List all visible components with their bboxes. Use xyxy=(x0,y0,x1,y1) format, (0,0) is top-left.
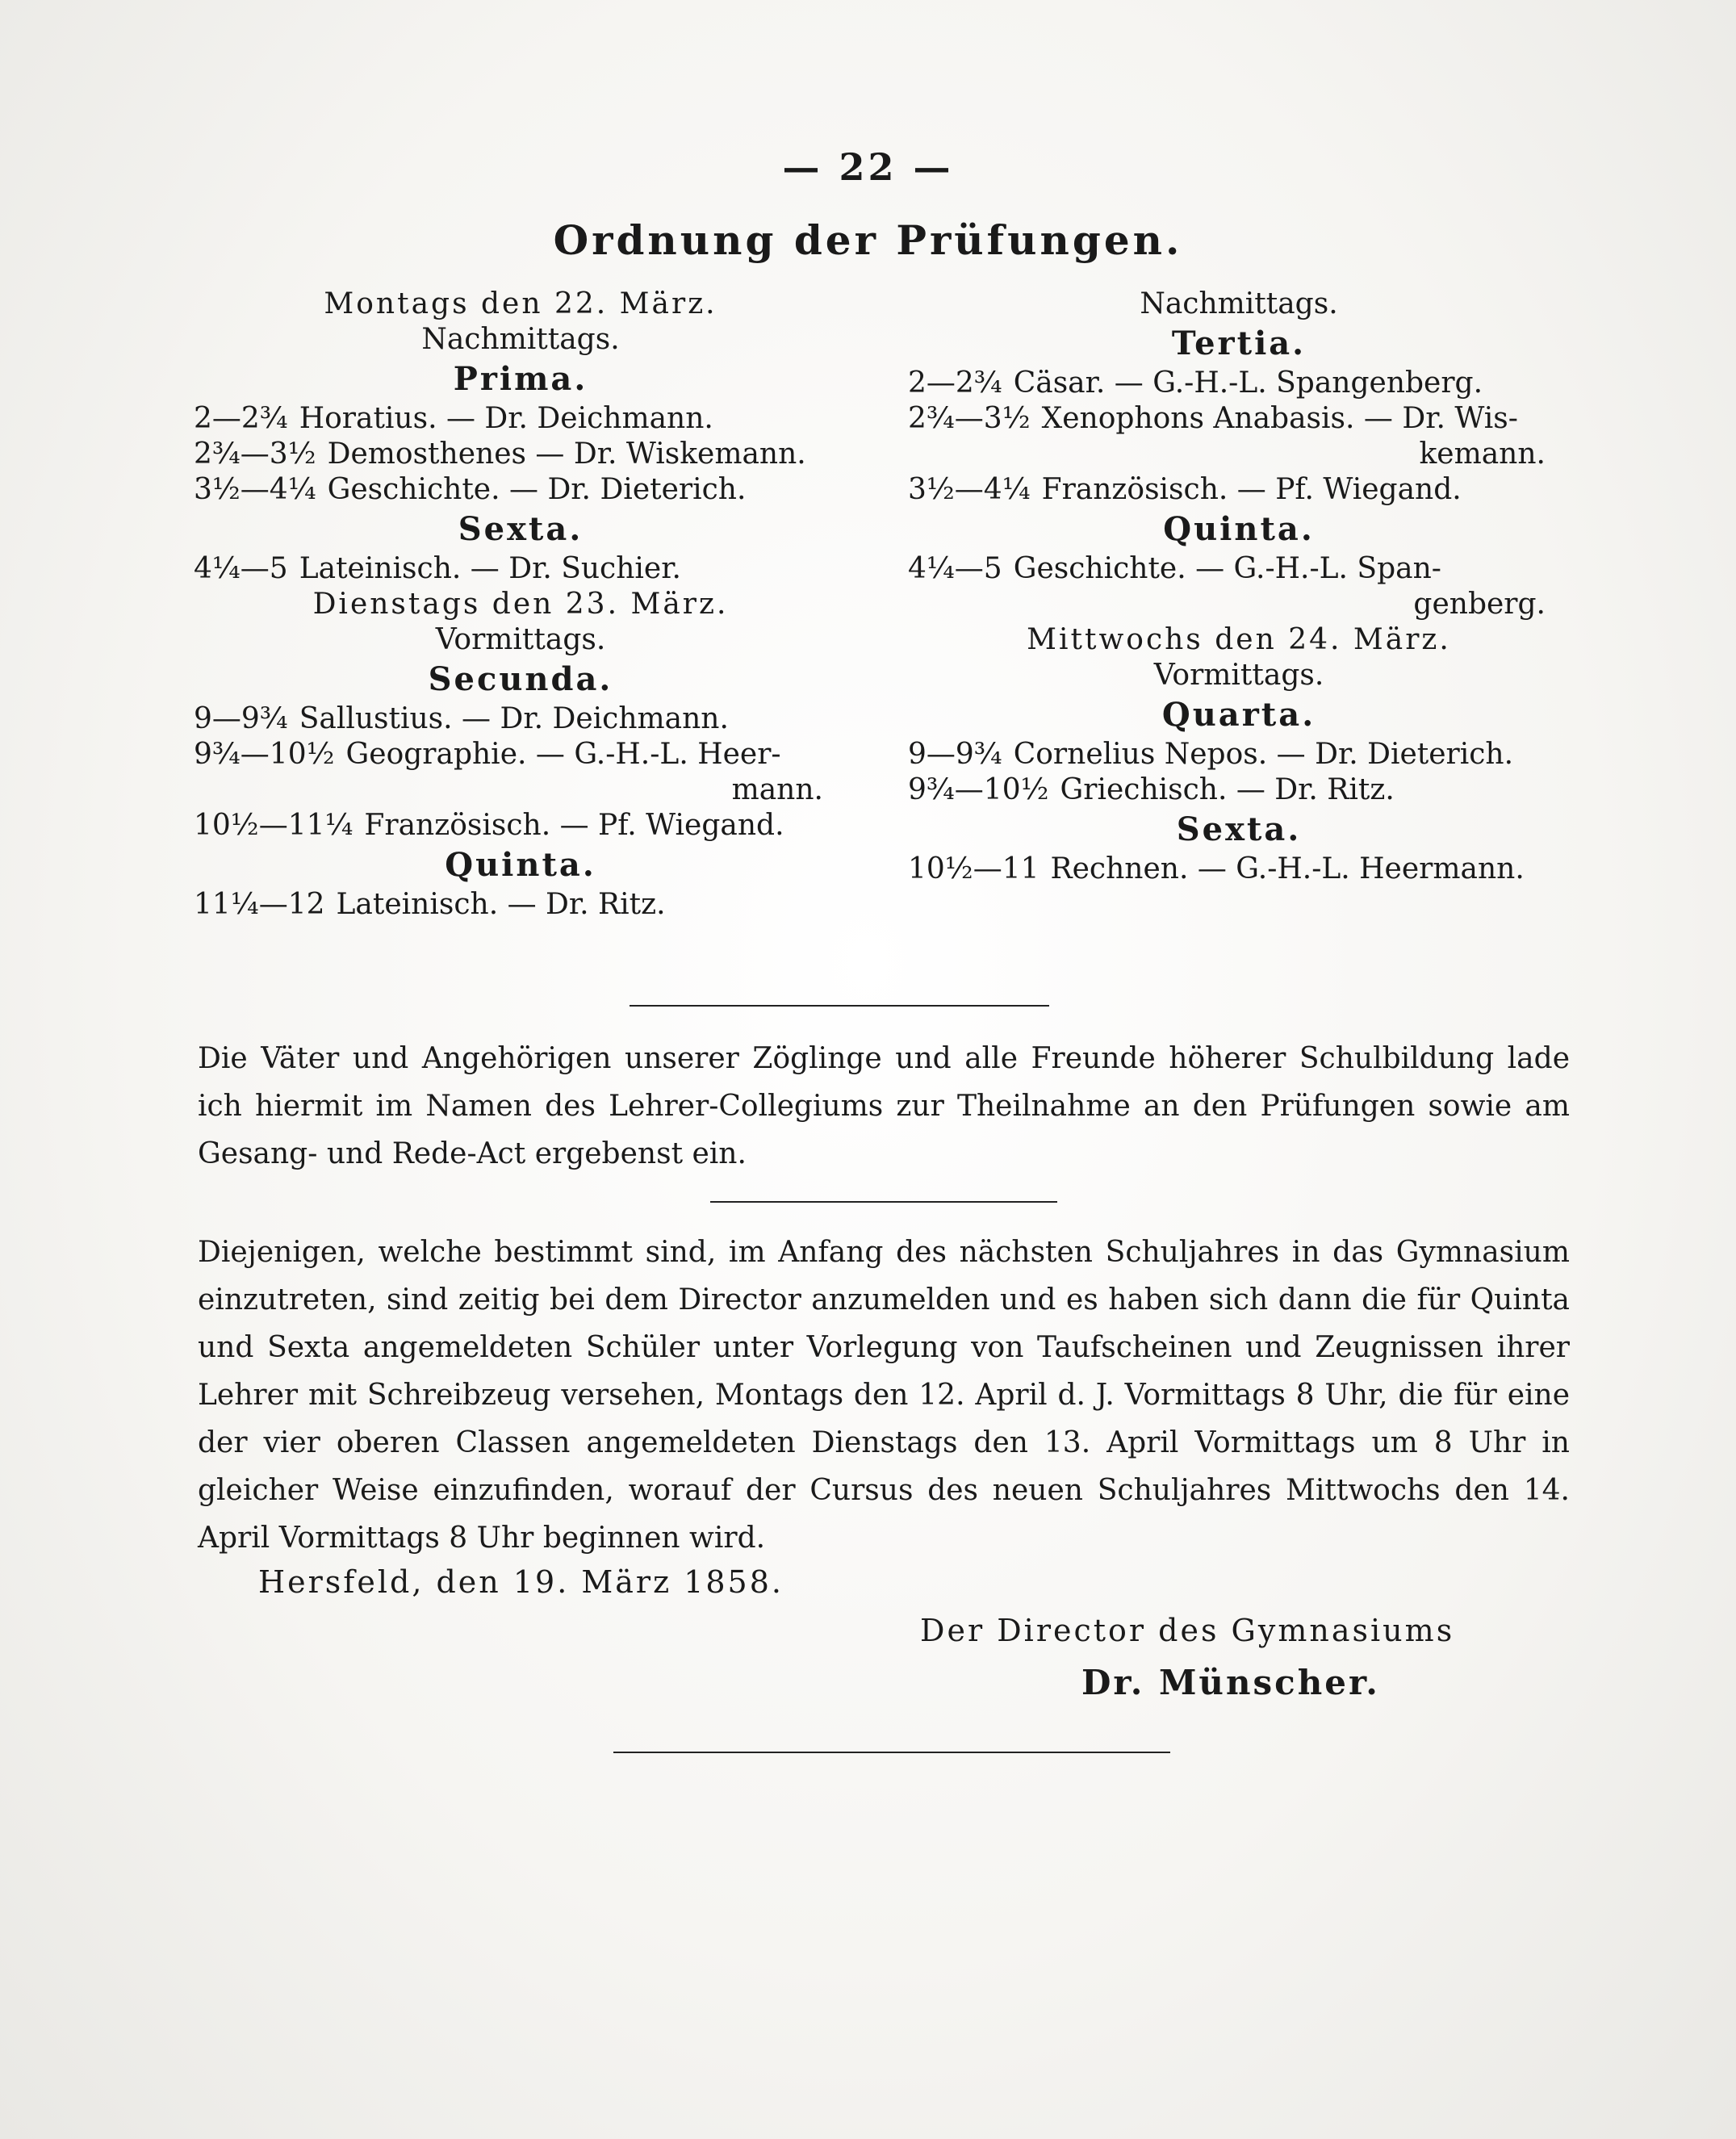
entry-time: 4¼—5 xyxy=(194,552,288,585)
entry-subject: Rechnen. — G.-H.-L. Heermann. xyxy=(1050,852,1525,885)
entry-time: 4¼—5 xyxy=(908,552,1002,585)
entry-time: 10½—11 xyxy=(908,852,1040,885)
entry-subject: Xenophons Anabasis. — Dr. Wis- xyxy=(1041,402,1518,435)
class-heading: Sexta. xyxy=(1176,810,1302,848)
entry-subject: Griechisch. — Dr. Ritz. xyxy=(1060,773,1395,806)
page-number: — 22 — xyxy=(782,145,954,189)
schedule-entry xyxy=(194,401,847,437)
schedule-entry xyxy=(194,701,847,737)
entry-subject: Cäsar. — G.-H.-L. Spangenberg. xyxy=(1013,366,1483,400)
schedule-right-column xyxy=(908,287,1570,887)
entry-time: 3½—4¼ xyxy=(908,473,1031,506)
entry-subject: Französisch. — Pf. Wiegand. xyxy=(364,809,784,842)
page-title: Ordnung der Prüfungen. xyxy=(553,216,1183,264)
class-heading: Quinta. xyxy=(445,846,596,884)
entry-subject: Geschichte. — Dr. Dieterich. xyxy=(327,473,747,506)
entry-subject: Geschichte. — G.-H.-L. Span- xyxy=(1013,552,1441,585)
entry-time: 2¾—3½ xyxy=(194,437,316,471)
schedule-entry xyxy=(194,437,847,472)
entry-time: 2—2¾ xyxy=(194,402,288,435)
entry-time: 2—2¾ xyxy=(908,366,1002,400)
entry-time: 9—9¾ xyxy=(908,738,1002,771)
entry-subject: Sallustius. — Dr. Deichmann. xyxy=(299,702,729,735)
time-of-day: Vormittags. xyxy=(1153,659,1324,692)
time-of-day: Nachmittags. xyxy=(421,323,620,356)
schedule-entry xyxy=(194,737,847,808)
place-date: Hersfeld, den 19. März 1858. xyxy=(258,1564,784,1600)
schedule-left-column xyxy=(194,287,847,923)
entry-time: 11¼—12 xyxy=(194,888,325,921)
entry-subject: Französisch. — Pf. Wiegand. xyxy=(1041,473,1462,506)
schedule-entry xyxy=(908,472,1570,508)
class-heading: Secunda. xyxy=(428,660,613,698)
class-heading: Prima. xyxy=(453,360,588,398)
schedule-entry xyxy=(194,887,847,923)
entry-subject: Lateinisch. — Dr. Suchier. xyxy=(299,552,681,585)
divider-2 xyxy=(710,1201,1057,1203)
enrollment-paragraph: Diejenigen, welche bestimmt sind, im Anfang des nächsten Schuljahres in das Gymnasium einzutreten, sind zeitig bei dem Director anzumelden und es haben sich dann die für Quinta und Sexta angemeldeten Schüler unter Vorlegung von Taufscheinen und Zeugnissen ihrer Lehrer mit Schreibzeug versehen, Montags den 12. April d. J. Vormittags 8 Uhr, die für eine der vier oberen Classen angemeldeten Dienstags den 13. April Vormittags um 8 Uhr in gleicher Weise einzufinden, worauf der Cursus des neuen Schuljahres Mittwochs den 14. April Vormittags 8 Uhr beginnen wird. xyxy=(198,1236,1570,1555)
entry-subject: Geographie. — G.-H.-L. Heer- xyxy=(345,738,781,771)
day-heading: Dienstags den 23. März. xyxy=(312,588,729,621)
schedule-entry xyxy=(908,366,1570,401)
entry-continuation: kemann. xyxy=(1419,437,1546,471)
schedule-entry xyxy=(908,772,1570,808)
entry-time: 3½—4¼ xyxy=(194,473,316,506)
entry-time: 9—9¾ xyxy=(194,702,288,735)
signature-role: Der Director des Gymnasiums xyxy=(920,1613,1455,1648)
class-heading: Tertia. xyxy=(1171,324,1307,362)
class-heading: Quarta. xyxy=(1161,696,1316,734)
entry-subject: Lateinisch. — Dr. Ritz. xyxy=(336,888,666,921)
time-of-day: Nachmittags. xyxy=(1140,287,1338,320)
schedule-entry xyxy=(908,401,1570,472)
day-heading: Montags den 22. März. xyxy=(324,287,717,320)
signature-name: Dr. Münscher. xyxy=(1081,1663,1380,1702)
class-heading: Sexta. xyxy=(458,510,584,548)
entry-continuation: genberg. xyxy=(1413,588,1546,621)
schedule-entry xyxy=(908,737,1570,772)
entry-time: 9¾—10½ xyxy=(908,773,1049,806)
schedule-entry xyxy=(194,472,847,508)
schedule-entry xyxy=(908,551,1570,622)
schedule-entry xyxy=(194,808,847,843)
day-heading: Mittwochs den 24. März. xyxy=(1027,623,1451,656)
entry-time: 2¾—3½ xyxy=(908,402,1031,435)
divider-1 xyxy=(630,1005,1049,1007)
entry-time: 10½—11¼ xyxy=(194,809,353,842)
entry-subject: Demosthenes — Dr. Wiskemann. xyxy=(327,437,806,471)
divider-3 xyxy=(613,1752,1170,1753)
entry-time: 9¾—10½ xyxy=(194,738,335,771)
entry-subject: Cornelius Nepos. — Dr. Dieterich. xyxy=(1013,738,1514,771)
schedule-entry xyxy=(908,852,1570,887)
time-of-day: Vormittags. xyxy=(435,623,606,656)
entry-subject: Horatius. — Dr. Deichmann. xyxy=(299,402,713,435)
class-heading: Quinta. xyxy=(1163,510,1315,548)
entry-continuation: mann. xyxy=(731,773,823,806)
schedule-entry xyxy=(194,551,847,587)
invitation-paragraph: Die Väter und Angehörigen unserer Zöglinge und alle Freunde höherer Schulbildung lade ich hiermit im Namen des Lehrer-Collegiums zur Theilnahme an den Prüfungen sowie am Gesang- und Rede-Act ergebenst ein. xyxy=(198,1042,1570,1170)
